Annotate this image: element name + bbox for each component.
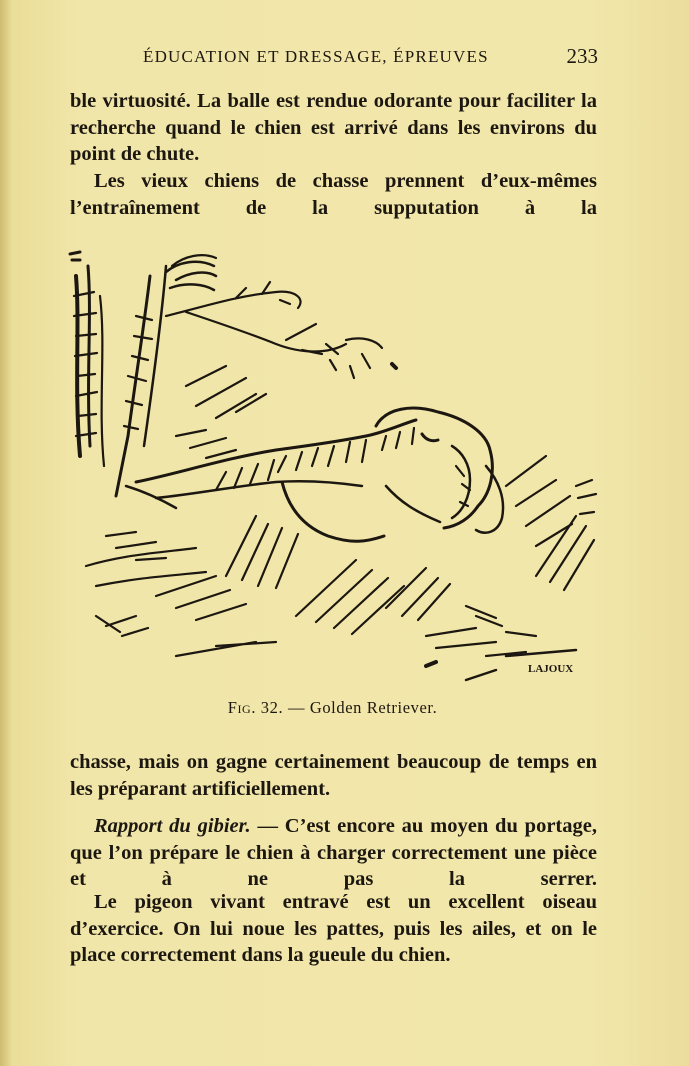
caption-dash: —: [287, 698, 306, 717]
page-number: 233: [566, 44, 598, 68]
paragraph-rapport-du-gibier: [70, 813, 597, 893]
paragraph-old-dogs: Les vieux chiens de chasse prennent d’eux-mêmes l’entraînement de la supputation à la: [70, 170, 597, 219]
caption-label: Fig.: [227, 698, 257, 717]
page-spine-shadow: [0, 0, 12, 1066]
paragraph-continuation: ble virtuosité. La balle est rendue odorante pour faciliter la recherche quand le chien est arrivé dans les environs du point de chute.: [70, 90, 597, 165]
section-text: — C’est encore au moyen du portage, que l’on prépare le chien à charger correctement une pièce et à ne pas la serrer.: [70, 815, 597, 890]
caption-title: Golden Retriever.: [309, 698, 438, 717]
paragraph-artificial-training: chasse, mais on gagne certainement beaucoup de temps en les préparant artificiellement.: [70, 751, 597, 800]
figure-caption: [0, 698, 665, 718]
caption-number: 32.: [260, 698, 284, 717]
paragraph-pigeon: Le pigeon vivant entravé est un excellent oiseau d’exercice. On lui noue les pattes, puis les ailes, et on le place correctement dans la gueule du chien.: [70, 891, 597, 966]
artist-signature: LAJOUX: [528, 663, 574, 675]
page-header: [70, 44, 598, 70]
golden-retriever-illustration: [66, 236, 606, 692]
running-head: ÉDUCATION ET DRESSAGE, ÉPREUVES: [143, 47, 489, 66]
section-title: Rapport du gibier.: [94, 815, 251, 837]
